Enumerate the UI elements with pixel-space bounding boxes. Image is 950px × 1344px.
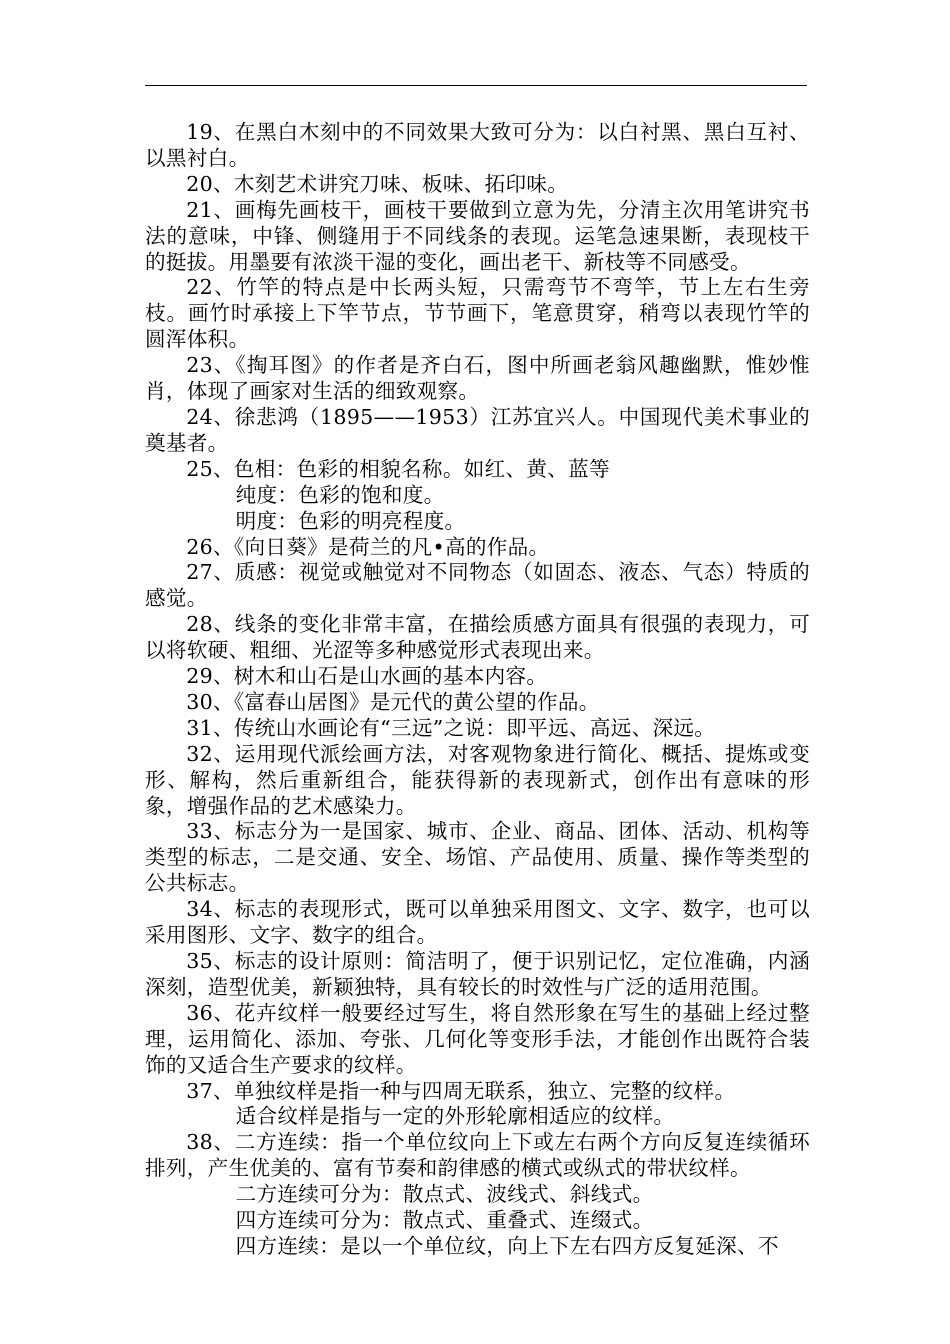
paragraph: 26、《向日葵》是荷兰的凡•高的作品。 — [186, 534, 550, 559]
paragraph: 37、单独纹样是指一种与四周无联系，独立、完整的纹样。 — [186, 1078, 736, 1103]
paragraph: 22、竹竿的特点是中长两头短，只需弯节不弯竿，节上左右生旁枝。画竹时承接上下竿节点，节节画下，笔意贯穿，稍弯以表现竹竿的圆浑体积。 — [145, 275, 810, 352]
document-body — [145, 120, 810, 1260]
paragraph: 32、运用现代派绘画方法，对客观物象进行简化、概括、提炼或变形、解构，然后重新组合，能获得新的表现新式，创作出有意味的形象，增强作品的艺术感染力。 — [145, 741, 810, 818]
paragraph: 24、徐悲鸿（1895——1953）江苏宜兴人。中国现代美术事业的奠基者。 — [145, 404, 810, 455]
paragraph: 19、在黑白木刻中的不同效果大致可分为：以白衬黑、黑白互衬、以黑衬白。 — [145, 120, 810, 170]
paragraph: 35、标志的设计原则：简洁明了，便于识别记忆，定位准确，内涵深刻，造型优美，新颖独特，具有较长的时效性与广泛的适用范围。 — [145, 949, 810, 999]
paragraph: 适合纹样是指与一定的外形轮廓相适应的纹样。 — [235, 1104, 675, 1129]
paragraph: 30、《富春山居图》是元代的黄公望的作品。 — [186, 689, 600, 714]
paragraph: 四方连续可分为：散点式、重叠式、连缀式。 — [235, 1208, 654, 1233]
paragraph: 28、线条的变化非常丰富，在描绘质感方面具有很强的表现力，可以将软硬、粗细、光涩等多种感觉形式表现出来。 — [145, 612, 810, 663]
paragraph: 36、花卉纹样一般要经过写生，将自然形象在写生的基础上经过整理，运用简化、添加、夸张、几何化等变形手法，才能创作出既符合装饰的又适合生产要求的纹样。 — [145, 1000, 810, 1077]
paragraph: 四方连续：是以一个单位纹，向上下左右四方反复延深、不 — [235, 1233, 779, 1258]
paragraph: 20、木刻艺术讲究刀味、板味、拓印味。 — [186, 171, 569, 196]
paragraph: 23、《掏耳图》的作者是齐白石，图中所画老翁风趣幽默，惟妙惟肖，体现了画家对生活的细致观察。 — [145, 353, 810, 404]
paragraph: 21、画梅先画枝干，画枝干要做到立意为先，分清主次用笔讲究书法的意味，中锋、侧缝用于不同线条的表现。运笔急速果断，表现枝干的挺拔。用墨要有浓淡干湿的变化，画出老干、新枝等不同感受。 — [145, 197, 810, 274]
paragraph: 38、二方连续：指一个单位纹向上下或左右两个方向反复连续循环排列，产生优美的、富有节奏和韵律感的横式或纵式的带状纹样。 — [145, 1130, 810, 1181]
paragraph: 明度：色彩的明亮程度。 — [235, 508, 466, 533]
header-rule — [145, 85, 807, 86]
paragraph: 二方连续可分为：散点式、波线式、斜线式。 — [235, 1182, 654, 1207]
paragraph: 纯度：色彩的饱和度。 — [235, 482, 445, 507]
paragraph: 25、色相：色彩的相貌名称。如红、黄、蓝等 — [186, 456, 610, 481]
paragraph: 33、标志分为一是国家、城市、企业、商品、团体、活动、机构等类型的标志，二是交通、安全、场馆、产品使用、质量、操作等类型的公共标志。 — [145, 819, 810, 896]
paragraph: 29、树木和山石是山水画的基本内容。 — [186, 664, 548, 689]
paragraph: 34、标志的表现形式，既可以单独采用图文、文字、数字，也可以采用图形、文字、数字的组合。 — [145, 897, 810, 948]
paragraph: 27、质感：视觉或触觉对不同物态（如固态、液态、气态）特质的感觉。 — [145, 560, 810, 611]
paragraph: 31、传统山水画论有“三远”之说：即平远、高远、深远。 — [186, 715, 716, 740]
